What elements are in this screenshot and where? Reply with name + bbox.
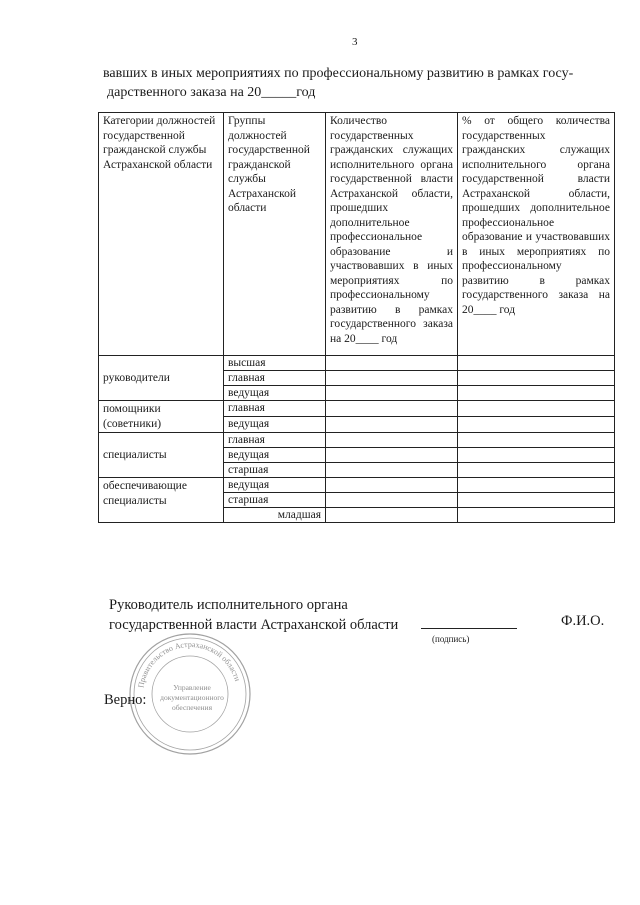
percent-cell bbox=[458, 417, 615, 433]
signature-block bbox=[109, 595, 398, 635]
header-count: Количество государственных гражданских служащих исполнительного органа государственной власти Астраханской области, прошедших дополнительное профессиональное образование и участвовавших в иных мероприятиях по профессиональному развитию в рамках государственного заказа на 20____ год bbox=[326, 113, 458, 356]
count-cell bbox=[326, 448, 458, 463]
category-cell: специалисты bbox=[99, 433, 224, 478]
signature-underline bbox=[421, 628, 517, 629]
percent-cell bbox=[458, 463, 615, 478]
table-row bbox=[99, 401, 615, 417]
category-cell: руководители bbox=[99, 356, 224, 401]
count-cell bbox=[326, 493, 458, 508]
intro-text bbox=[103, 64, 607, 102]
group-cell: главная bbox=[224, 371, 326, 386]
fio-label: Ф.И.О. bbox=[561, 613, 605, 629]
group-cell: старшая bbox=[224, 493, 326, 508]
count-cell bbox=[326, 508, 458, 523]
signature-line-2: государственной власти Астраханской области bbox=[109, 617, 399, 633]
group-cell: ведущая bbox=[224, 386, 326, 401]
svg-text:документационного: документационного bbox=[160, 693, 224, 702]
percent-cell bbox=[458, 433, 615, 448]
group-cell: ведущая bbox=[224, 417, 326, 433]
percent-cell bbox=[458, 448, 615, 463]
page-number: 3 bbox=[352, 36, 358, 48]
table-row bbox=[99, 356, 615, 371]
table-header-row bbox=[99, 113, 615, 356]
svg-text:Правительство Астраханской обл: Правительство Астраханской области bbox=[136, 639, 243, 689]
signature-caption: (подпись) bbox=[432, 634, 470, 644]
count-cell bbox=[326, 433, 458, 448]
verno-label: Верно: bbox=[104, 692, 147, 708]
count-cell bbox=[326, 401, 458, 417]
group-cell: ведущая bbox=[224, 448, 326, 463]
group-cell: главная bbox=[224, 433, 326, 448]
category-cell: обеспечивающие специалисты bbox=[99, 478, 224, 523]
count-cell bbox=[326, 478, 458, 493]
intro-line-2: дарственного заказа на 20_____год bbox=[107, 85, 316, 100]
category-cell: помощники (советники) bbox=[99, 401, 224, 433]
group-cell: главная bbox=[224, 401, 326, 417]
intro-line-1: вавших в иных мероприятиях по профессиональному развитию в рамках госу- bbox=[103, 66, 574, 81]
header-percent: % от общего количества государственных гражданских служащих исполнительного органа государственной власти Астраханской области, прошедших дополнительное профессиональное образование и участвовавших в иных мероприятиях по профессиональному развитию в рамках государственного заказа на 20____ год bbox=[458, 113, 615, 356]
table-row bbox=[99, 433, 615, 448]
percent-cell bbox=[458, 401, 615, 417]
percent-cell bbox=[458, 508, 615, 523]
count-cell bbox=[326, 417, 458, 433]
group-cell: ведущая bbox=[224, 478, 326, 493]
group-cell: высшая bbox=[224, 356, 326, 371]
header-group: Группы должностей государственной гражданской службы Астраханской области bbox=[224, 113, 326, 356]
count-cell bbox=[326, 386, 458, 401]
count-cell bbox=[326, 463, 458, 478]
group-cell: младшая bbox=[224, 508, 326, 523]
percent-cell bbox=[458, 386, 615, 401]
percent-cell bbox=[458, 478, 615, 493]
report-table bbox=[98, 112, 615, 523]
percent-cell bbox=[458, 371, 615, 386]
svg-text:Управление: Управление bbox=[173, 683, 211, 692]
count-cell bbox=[326, 356, 458, 371]
svg-text:обеспечения: обеспечения bbox=[171, 703, 213, 712]
table-row bbox=[99, 478, 615, 493]
count-cell bbox=[326, 371, 458, 386]
official-stamp bbox=[128, 632, 252, 756]
percent-cell bbox=[458, 493, 615, 508]
signature-line-1: Руководитель исполнительного органа bbox=[109, 597, 348, 613]
header-category: Категории должностей государственной гражданской службы Астраханской области bbox=[99, 113, 224, 356]
percent-cell bbox=[458, 356, 615, 371]
group-cell: старшая bbox=[224, 463, 326, 478]
